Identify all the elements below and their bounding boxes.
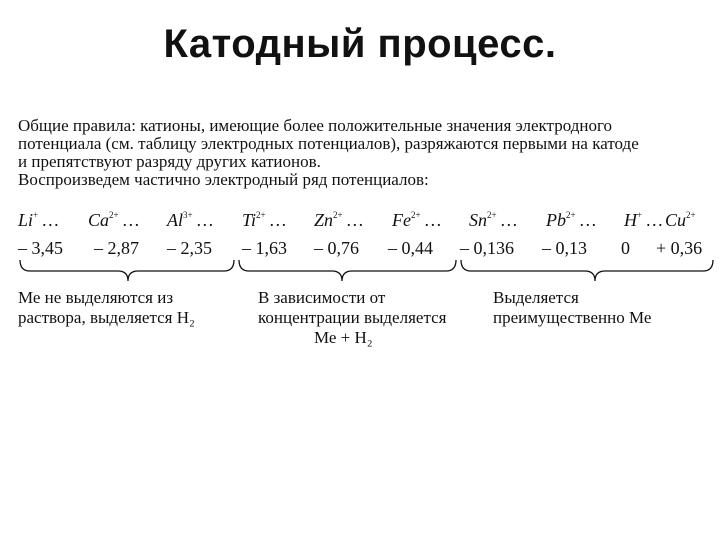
brace-left (20, 260, 234, 281)
ion-al: $Al^{3+}$ … (167, 210, 214, 230)
potential-value: – 2,87 (94, 238, 139, 258)
rules-line: Общие правила: катионы, имеющие более положительные значения электродного (18, 116, 613, 135)
potential-value: – 1,63 (242, 238, 287, 258)
brace-right (461, 260, 713, 281)
group-line: концентрации выделяется (258, 308, 447, 327)
group-line: Ме не выделяются из (18, 288, 174, 307)
potential-value: – 2,35 (167, 238, 212, 258)
ion-li: Li+ … (18, 210, 59, 230)
ion-ca: $Ca^{2+}$ … (88, 210, 140, 230)
ion-fe: $Fe^{2+}$ … (392, 210, 442, 230)
potential-value: – 0,136 (460, 238, 514, 258)
slide-title: Катодный процесс. (163, 22, 557, 66)
group-line: преимущественно Ме (493, 308, 652, 327)
group-line: В зависимости от (258, 288, 386, 307)
ion-ti: $Ti^{2+}$ … (242, 210, 287, 230)
group-line: Ме + H₂ (314, 328, 373, 347)
brace-middle (239, 260, 456, 281)
potential-value: + 0,36 (656, 238, 703, 258)
ion-h: H+ … (624, 210, 663, 230)
rules-paragraph (18, 117, 718, 189)
group-line: Выделяется (493, 288, 579, 307)
group-line: раствора, выделяется H₂ (18, 308, 195, 327)
rules-line: потенциала (см. таблицу электродных потенциалов), разряжаются первыми на катоде (18, 134, 639, 153)
ion-zn: $Zn^{2+}$ … (314, 210, 364, 230)
ion-pb: $Pb^{2+}$ … (546, 210, 597, 230)
potential-value: – 0,13 (542, 238, 587, 258)
potential-value: – 0,76 (314, 238, 359, 258)
group-metal (493, 288, 651, 328)
potential-value: 0 (621, 238, 630, 258)
rules-line: Воспроизведем частично электродный ряд потенциалов: (18, 170, 429, 189)
potential-value: – 0,44 (388, 238, 433, 258)
slide-content (18, 116, 718, 347)
ion-cu: $Cu^{2+}$ (665, 210, 696, 230)
rules-line: и препятствуют разряду других катионов. (18, 152, 321, 171)
potential-value: – 3,45 (18, 238, 63, 258)
group-concentration (258, 288, 446, 348)
group-no-metal (18, 288, 195, 328)
ion-sn: $Sn^{2+}$ … (469, 210, 518, 230)
grouping-braces (18, 257, 718, 287)
ion-series-row (18, 211, 718, 233)
